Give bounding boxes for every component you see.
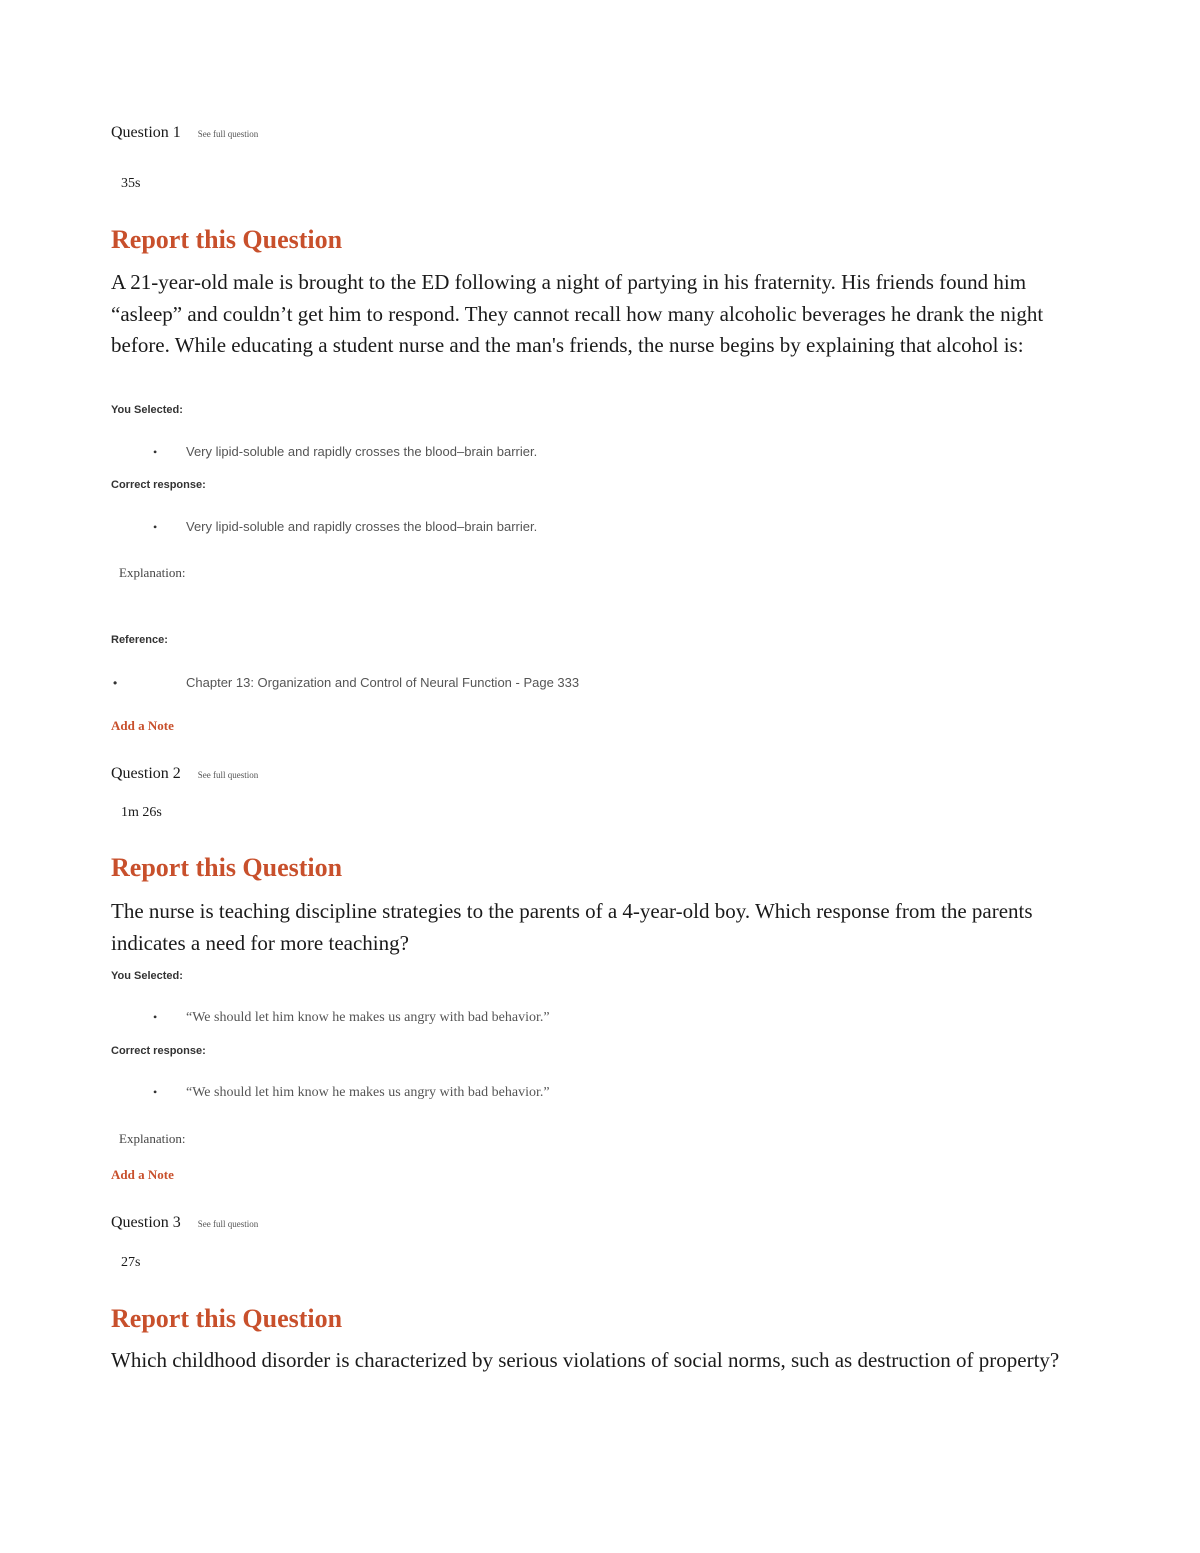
explanation-label: Explanation: [119,1131,186,1146]
bullet-icon: • [113,676,118,690]
bullet-icon: • [153,445,158,459]
report-question-link[interactable]: Report this Question [111,1304,343,1333]
question-time: 27s [121,1255,141,1270]
correct-response-label: Correct response: [111,479,206,491]
reference-label: Reference: [111,634,168,646]
bullet-icon: • [153,1010,158,1024]
report-question-link[interactable]: Report this Question [111,225,343,254]
question-text: The nurse is teaching discipline strategies to the parents of a 4-year-old boy. Which response from the parents indicates a need for more teaching? [111,899,1033,955]
selected-answer-text: “We should let him know he makes us angry with bad behavior.” [186,1010,550,1025]
bullet-icon: • [153,520,158,534]
question-text: Which childhood disorder is characterized by serious violations of social norms, such as destruction of property? [111,1348,1060,1372]
question-time: 1m 26s [121,805,162,820]
bullet-icon: • [153,1085,158,1099]
reference-text: Chapter 13: Organization and Control of Neural Function - Page 333 [186,675,580,690]
add-note-link[interactable]: Add a Note [111,1167,174,1182]
selected-answer-text: Very lipid-soluble and rapidly crosses the blood–brain barrier. [186,444,538,459]
question-header [111,1214,258,1232]
selected-answer [153,1010,550,1026]
correct-answer [153,519,537,535]
correct-answer-text: “We should let him know he makes us angry with bad behavior.” [186,1085,550,1100]
you-selected-label: You Selected: [111,404,183,416]
reference-item [113,675,579,690]
question-text: A 21-year-old male is brought to the ED following a night of partying in his fraternity. His friends found him “asleep” and couldn’t get him to respond. They cannot recall how many alcoholic beverages he drank the night before. While educating a student nurse and the man's friends, the nurse begins by explaining that alcohol is: [111,270,1044,357]
question-time: 35s [121,176,141,191]
see-full-question-link[interactable]: See full question [197,770,259,780]
question-number: Question 1 [111,124,181,141]
question-number: Question 3 [111,1214,181,1231]
see-full-question-link[interactable]: See full question [197,1219,259,1229]
question-number: Question 2 [111,765,181,782]
explanation-label: Explanation: [119,565,186,580]
selected-answer [153,444,537,460]
question-header [111,765,258,783]
report-question-link[interactable]: Report this Question [111,853,343,882]
see-full-question-link[interactable]: See full question [197,129,259,139]
question-header [111,124,258,142]
add-note-link[interactable]: Add a Note [111,718,174,733]
correct-answer [153,1085,550,1101]
correct-answer-text: Very lipid-soluble and rapidly crosses the blood–brain barrier. [186,519,538,534]
you-selected-label: You Selected: [111,970,183,982]
correct-response-label: Correct response: [111,1045,206,1057]
